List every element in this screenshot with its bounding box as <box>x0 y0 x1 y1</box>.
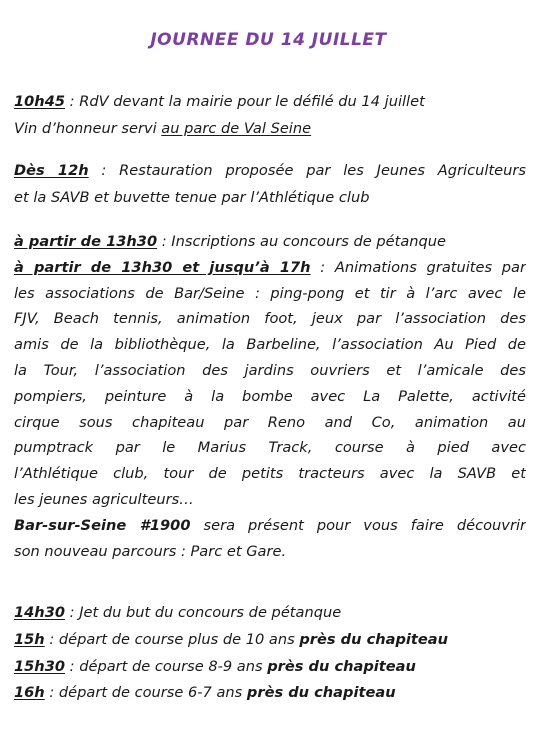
schedule-line <box>14 539 526 565</box>
schedule-line <box>14 281 526 307</box>
line-text: pompiers, peinture à la bombe avec La Palette, activité <box>14 387 526 405</box>
line-text: : Jet du but du concours de pétanque <box>65 604 342 621</box>
line-text: amis de la bibliothèque, la Barbeline, l’association Au Pied de <box>14 336 526 354</box>
schedule-line <box>14 89 526 116</box>
location-text: près du chapiteau <box>246 684 396 702</box>
line-text: : départ de course plus de 10 ans <box>44 630 300 648</box>
location-text: au parc de Val Seine <box>161 119 312 137</box>
schedule-line <box>14 255 526 281</box>
line-text: pumptrack par le Marius Track, course à pied avec <box>14 439 526 457</box>
time-label: 15h30 <box>14 657 66 675</box>
schedule-line <box>14 680 526 707</box>
schedule-line <box>14 185 526 212</box>
line-text: Vin d’honneur servi <box>14 119 162 137</box>
schedule-line <box>14 116 526 143</box>
schedule-line <box>14 384 526 410</box>
location-text: près du chapiteau <box>267 657 416 675</box>
time-label: Dès 12h <box>14 162 89 179</box>
location-text: près du chapiteau <box>299 630 449 648</box>
schedule-line <box>14 410 526 436</box>
time-label: à partir de 13h30 <box>14 233 158 250</box>
line-text: : Restauration proposée par les Jeunes Agriculteurs <box>88 162 526 179</box>
schedule-line <box>14 513 526 539</box>
line-text: : Inscriptions au concours de pétanque <box>157 233 447 250</box>
line-text: sera présent pour vous faire découvrir <box>190 516 526 534</box>
line-text: cirque sous chapiteau par Reno and Co, animation au <box>14 413 526 431</box>
section-lunch <box>14 158 526 212</box>
schedule-line <box>14 487 526 513</box>
brand-name: Bar-sur-Seine #1900 <box>14 516 191 534</box>
line-text: l’Athlétique club, tour de petits tracteurs avec la SAVB et <box>14 465 526 483</box>
time-label: 14h30 <box>14 604 66 621</box>
page-title: JOURNEE DU 14 JUILLET <box>150 30 387 50</box>
line-text: : RdV devant la mairie pour le défilé du 14 juillet <box>65 93 425 110</box>
schedule-line <box>14 435 526 461</box>
time-label: à partir de 13h30 et jusqu’à 17h <box>14 258 311 276</box>
schedule-line <box>14 627 526 654</box>
line-text: les jeunes agriculteurs… <box>14 490 194 508</box>
time-label: 16h <box>14 684 45 702</box>
section-afternoon <box>14 229 526 564</box>
line-text: les associations de Bar/Seine : ping-pong et tir à l’arc avec le <box>14 284 526 302</box>
schedule-line <box>14 461 526 487</box>
section-races <box>14 600 526 707</box>
line-text: : départ de course 8-9 ans <box>65 657 268 675</box>
line-text: FJV, Beach tennis, animation foot, jeux par l’association des <box>14 310 526 328</box>
schedule-line <box>14 229 526 255</box>
schedule-line <box>14 306 526 332</box>
schedule-line <box>14 332 526 358</box>
line-text: la Tour, l’association des jardins ouvriers et l’amicale des <box>14 361 526 379</box>
section-morning <box>14 89 526 143</box>
line-text: et la SAVB et buvette tenue par l’Athlétique club <box>14 188 370 206</box>
schedule-line <box>14 600 526 627</box>
line-text: : départ de course 6-7 ans <box>44 684 247 702</box>
time-label: 15h <box>14 630 45 648</box>
line-text: son nouveau parcours : Parc et Gare. <box>14 542 287 560</box>
schedule-line <box>14 158 526 185</box>
schedule-line <box>14 654 526 681</box>
line-text: : Animations gratuites par <box>310 258 526 276</box>
time-label: 10h45 <box>14 93 66 110</box>
schedule-line <box>14 358 526 384</box>
